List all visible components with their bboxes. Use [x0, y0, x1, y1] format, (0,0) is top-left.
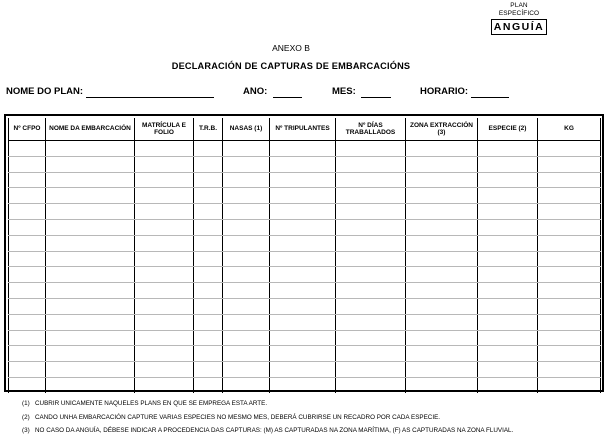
table-cell[interactable]	[478, 314, 538, 330]
table-cell[interactable]	[9, 314, 46, 330]
table-cell[interactable]	[270, 188, 336, 204]
footnote-text: CANDO UNHA EMBARCACIÓN CAPTURE VARIAS ESPECIES NO MESMO MES, DEBERÁ CUBRIRSE UN RECADRO POR CADA ESPECIE.	[35, 413, 441, 421]
table-cell[interactable]	[46, 172, 135, 188]
table-row	[9, 141, 601, 157]
table-cell[interactable]	[336, 172, 406, 188]
table-cell[interactable]	[406, 204, 478, 220]
table-cell[interactable]	[336, 204, 406, 220]
table-cell[interactable]	[9, 219, 46, 235]
table-cell[interactable]	[223, 298, 270, 314]
plan-badge	[491, 2, 547, 35]
table-cell[interactable]	[270, 362, 336, 378]
table-cell[interactable]	[538, 188, 601, 204]
footnote	[22, 424, 513, 438]
table-row	[9, 314, 601, 330]
table-cell[interactable]	[194, 377, 223, 392]
table-cell[interactable]	[194, 314, 223, 330]
table-cell[interactable]	[194, 346, 223, 362]
table-row	[9, 267, 601, 283]
table-cell[interactable]	[46, 314, 135, 330]
table-cell[interactable]	[406, 219, 478, 235]
table-cell[interactable]	[270, 283, 336, 299]
table-cell[interactable]	[135, 377, 194, 392]
table-cell[interactable]	[46, 283, 135, 299]
table-cell[interactable]	[135, 204, 194, 220]
table-cell[interactable]	[9, 267, 46, 283]
plan-name: ANGUÍA	[491, 19, 547, 35]
table-cell[interactable]	[478, 283, 538, 299]
schedule-label: HORARIO:	[420, 86, 469, 97]
table-cell[interactable]	[538, 267, 601, 283]
column-header: Nº DÍAS TRABALLADOS	[336, 118, 406, 141]
footnote-text: CUBRIR UNICAMENTE NAQUELES PLANS EN QUE SE EMPREGA ESTA ARTE.	[35, 400, 268, 407]
table-cell[interactable]	[270, 267, 336, 283]
table-cell[interactable]	[194, 188, 223, 204]
annex-label: ANEXO B	[272, 43, 310, 53]
table-cell[interactable]	[336, 298, 406, 314]
table-cell[interactable]	[135, 330, 194, 346]
table-cell[interactable]	[9, 362, 46, 378]
schedule-field[interactable]	[471, 97, 509, 98]
table-cell[interactable]	[135, 188, 194, 204]
footnote-text: NO CASO DA ANGUÍA, DÉBESE INDICAR A PROCEDENCIA DAS CAPTURAS: (M) AS CAPTURADAS NA ZONA MARÍTIMA, (F) AS CAPTURADAS NA ZONA FLUVIAL.	[35, 427, 514, 434]
table-cell[interactable]	[336, 314, 406, 330]
table-cell[interactable]	[270, 346, 336, 362]
table-cell[interactable]	[336, 188, 406, 204]
table-row	[9, 377, 601, 392]
footnote	[22, 397, 513, 411]
table-cell[interactable]	[46, 219, 135, 235]
table-row	[9, 298, 601, 314]
table-cell[interactable]	[406, 283, 478, 299]
table-row	[9, 346, 601, 362]
table-cell[interactable]	[46, 346, 135, 362]
table-cell[interactable]	[135, 251, 194, 267]
footnote-number: (1)	[22, 400, 30, 407]
column-header: KG	[538, 118, 601, 141]
table-cell[interactable]	[336, 235, 406, 251]
table-cell[interactable]	[406, 346, 478, 362]
table-cell[interactable]	[538, 141, 601, 157]
table-cell[interactable]	[9, 172, 46, 188]
table-cell[interactable]	[270, 172, 336, 188]
table-cell[interactable]	[135, 235, 194, 251]
table-cell[interactable]	[194, 235, 223, 251]
table-cell[interactable]	[406, 330, 478, 346]
table-cell[interactable]	[478, 141, 538, 157]
table-cell[interactable]	[478, 330, 538, 346]
table-cell[interactable]	[406, 314, 478, 330]
table-row	[9, 219, 601, 235]
table-cell[interactable]	[9, 346, 46, 362]
footnote	[22, 411, 513, 425]
table-cell[interactable]	[538, 219, 601, 235]
column-header: NOME DA EMBARCACIÓN	[46, 118, 135, 141]
table-cell[interactable]	[194, 204, 223, 220]
column-header: NASAS (1)	[223, 118, 270, 141]
table-cell[interactable]	[46, 141, 135, 157]
table-cell[interactable]	[478, 251, 538, 267]
table-row	[9, 235, 601, 251]
table-row	[9, 172, 601, 188]
table-cell[interactable]	[9, 251, 46, 267]
table-cell[interactable]	[478, 362, 538, 378]
footnote-number: (2)	[22, 413, 30, 421]
table-cell[interactable]	[46, 235, 135, 251]
table-cell[interactable]	[194, 298, 223, 314]
table-cell[interactable]	[223, 377, 270, 392]
table-cell[interactable]	[135, 172, 194, 188]
table-cell[interactable]	[9, 141, 46, 157]
table-cell[interactable]	[478, 377, 538, 392]
table-cell[interactable]	[9, 156, 46, 172]
column-header: ESPECIE (2)	[478, 118, 538, 141]
table-cell[interactable]	[270, 251, 336, 267]
table-cell[interactable]	[270, 235, 336, 251]
column-header: ZONA EXTRACCIÓN (3)	[406, 118, 478, 141]
table-cell[interactable]	[46, 156, 135, 172]
table-cell[interactable]	[9, 377, 46, 392]
table-cell[interactable]	[194, 362, 223, 378]
table-cell[interactable]	[270, 314, 336, 330]
table-cell[interactable]	[223, 156, 270, 172]
table-cell[interactable]	[478, 156, 538, 172]
table-cell[interactable]	[223, 314, 270, 330]
table-cell[interactable]	[538, 298, 601, 314]
table-cell[interactable]	[478, 188, 538, 204]
table-cell[interactable]	[135, 141, 194, 157]
table-cell[interactable]	[46, 204, 135, 220]
table-cell[interactable]	[406, 267, 478, 283]
table-cell[interactable]	[538, 314, 601, 330]
table-cell[interactable]	[46, 362, 135, 378]
table-cell[interactable]	[223, 172, 270, 188]
column-header: Nº CFPO	[9, 118, 46, 141]
table-cell[interactable]	[135, 156, 194, 172]
table-cell[interactable]	[406, 377, 478, 392]
table-cell[interactable]	[406, 298, 478, 314]
table-cell[interactable]	[46, 267, 135, 283]
table-cell[interactable]	[406, 156, 478, 172]
table-cell[interactable]	[336, 156, 406, 172]
month-field[interactable]	[361, 97, 391, 98]
table-cell[interactable]	[135, 362, 194, 378]
table-cell[interactable]	[478, 172, 538, 188]
table-cell[interactable]	[9, 298, 46, 314]
table-row	[9, 330, 601, 346]
table-cell[interactable]	[538, 251, 601, 267]
table-cell[interactable]	[223, 346, 270, 362]
table-cell[interactable]	[9, 204, 46, 220]
table-cell[interactable]	[478, 204, 538, 220]
document-title: DECLARACIÓN DE CAPTURAS DE EMBARCACIÓNS	[171, 61, 411, 71]
year-field[interactable]	[273, 97, 302, 98]
table-cell[interactable]	[223, 251, 270, 267]
year-label: ANO:	[243, 86, 268, 97]
table-cell[interactable]	[538, 172, 601, 188]
table-cell[interactable]	[336, 267, 406, 283]
table-cell[interactable]	[336, 377, 406, 392]
table-cell[interactable]	[223, 219, 270, 235]
footnote-number: (3)	[22, 427, 30, 434]
table-cell[interactable]	[478, 219, 538, 235]
table-cell[interactable]	[194, 172, 223, 188]
table-row	[9, 362, 601, 378]
table-cell[interactable]	[478, 346, 538, 362]
table-cell[interactable]	[406, 235, 478, 251]
table-cell[interactable]	[46, 188, 135, 204]
table-cell[interactable]	[223, 204, 270, 220]
table-cell[interactable]	[135, 298, 194, 314]
table-cell[interactable]	[336, 251, 406, 267]
table-cell[interactable]	[194, 156, 223, 172]
table-cell[interactable]	[538, 330, 601, 346]
table-cell[interactable]	[336, 283, 406, 299]
table-cell[interactable]	[223, 235, 270, 251]
table-cell[interactable]	[270, 156, 336, 172]
table-cell[interactable]	[9, 330, 46, 346]
table-cell[interactable]	[406, 251, 478, 267]
plan-label: PLAN ESPECÍFICO	[498, 2, 540, 17]
table-cell[interactable]	[336, 346, 406, 362]
captures-table-frame	[4, 114, 604, 392]
table-cell[interactable]	[336, 141, 406, 157]
table-cell[interactable]	[478, 235, 538, 251]
table-cell[interactable]	[270, 141, 336, 157]
table-cell[interactable]	[538, 377, 601, 392]
table-cell[interactable]	[270, 204, 336, 220]
table-cell[interactable]	[336, 330, 406, 346]
table-cell[interactable]	[223, 330, 270, 346]
table-cell[interactable]	[223, 362, 270, 378]
table-cell[interactable]	[406, 188, 478, 204]
table-cell[interactable]	[194, 141, 223, 157]
table-cell[interactable]	[223, 283, 270, 299]
footnotes	[22, 397, 513, 438]
table-cell[interactable]	[46, 298, 135, 314]
table-cell[interactable]	[135, 314, 194, 330]
table-cell[interactable]	[223, 141, 270, 157]
table-cell[interactable]	[9, 283, 46, 299]
month-label: MES:	[332, 86, 356, 97]
table-cell[interactable]	[135, 219, 194, 235]
table-cell[interactable]	[135, 267, 194, 283]
table-cell[interactable]	[406, 141, 478, 157]
plan-name-label: NOME DO PLAN:	[6, 86, 84, 97]
table-cell[interactable]	[223, 188, 270, 204]
table-cell[interactable]	[46, 251, 135, 267]
column-header: Nº TRIPULANTES	[270, 118, 336, 141]
table-row	[9, 188, 601, 204]
table-cell[interactable]	[46, 377, 135, 392]
table-cell[interactable]	[538, 362, 601, 378]
table-cell[interactable]	[478, 267, 538, 283]
table-row	[9, 156, 601, 172]
table-cell[interactable]	[194, 267, 223, 283]
table-row	[9, 204, 601, 220]
table-cell[interactable]	[406, 172, 478, 188]
table-cell[interactable]	[194, 219, 223, 235]
column-header: MATRÍCULA E FOLIO	[135, 118, 194, 141]
plan-name-field[interactable]	[86, 97, 214, 98]
table-cell[interactable]	[46, 330, 135, 346]
table-cell[interactable]	[9, 235, 46, 251]
table-cell[interactable]	[270, 377, 336, 392]
table-cell[interactable]	[538, 156, 601, 172]
table-cell[interactable]	[478, 298, 538, 314]
table-cell[interactable]	[9, 188, 46, 204]
table-row	[9, 283, 601, 299]
table-cell[interactable]	[538, 235, 601, 251]
table-cell[interactable]	[223, 267, 270, 283]
table-cell[interactable]	[135, 346, 194, 362]
table-cell[interactable]	[194, 251, 223, 267]
table-header-row	[9, 118, 601, 141]
table-cell[interactable]	[194, 330, 223, 346]
table-cell[interactable]	[270, 330, 336, 346]
table-row	[9, 251, 601, 267]
table-cell[interactable]	[194, 283, 223, 299]
table-cell[interactable]	[406, 362, 478, 378]
captures-table	[8, 118, 601, 393]
table-cell[interactable]	[538, 283, 601, 299]
table-cell[interactable]	[270, 298, 336, 314]
table-cell[interactable]	[336, 219, 406, 235]
column-header: T.R.B.	[194, 118, 223, 141]
table-cell[interactable]	[336, 362, 406, 378]
table-cell[interactable]	[270, 219, 336, 235]
table-cell[interactable]	[538, 346, 601, 362]
table-cell[interactable]	[538, 204, 601, 220]
table-cell[interactable]	[135, 283, 194, 299]
